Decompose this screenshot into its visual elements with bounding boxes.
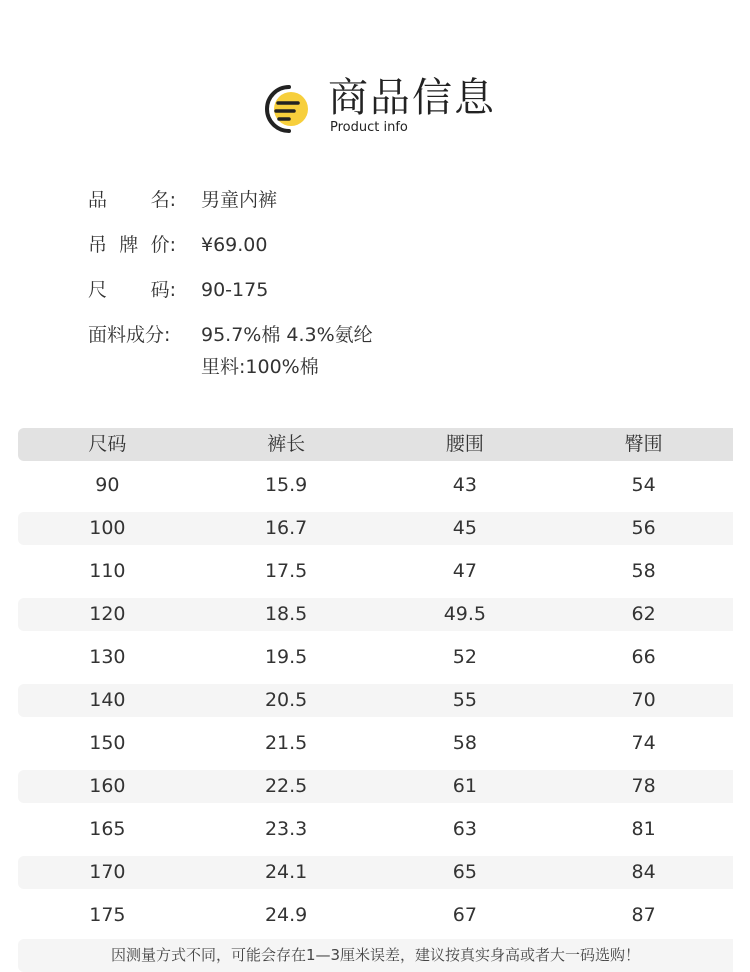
table-cell: 58 [631, 560, 656, 582]
table-cell: 22.5 [264, 775, 308, 797]
table-cell: 16.7 [264, 517, 308, 539]
table-cell: 18.5 [264, 603, 308, 625]
table-cell: 120 [89, 603, 126, 625]
table-cell: 150 [89, 732, 126, 754]
table-cell: 21.5 [264, 732, 308, 754]
document-icon [262, 84, 312, 134]
table-cell: 65 [452, 861, 477, 883]
table-cell: 47 [452, 560, 477, 582]
table-cell: 17.5 [264, 560, 308, 582]
size-table [18, 428, 733, 932]
info-row-size [88, 273, 688, 318]
table-cell: 58 [452, 732, 477, 754]
table-row [18, 770, 733, 803]
table-row [18, 598, 733, 631]
table-cell: 100 [89, 517, 126, 539]
table-cell: 84 [631, 861, 656, 883]
table-cell: 90 [95, 474, 120, 496]
info-value: ¥69.00 [201, 234, 268, 256]
page-title: 商品信息 [328, 75, 496, 121]
table-cell: 170 [89, 861, 126, 883]
table-cell: 15.9 [264, 474, 308, 496]
info-label: 吊 牌 价: [88, 234, 176, 256]
column-header: 腰围 [445, 433, 484, 455]
table-cell: 63 [452, 818, 477, 840]
table-cell: 52 [452, 646, 477, 668]
info-value: 男童内裤 [201, 189, 278, 211]
column-header: 臀围 [624, 433, 663, 455]
table-cell: 66 [631, 646, 656, 668]
table-cell: 130 [89, 646, 126, 668]
table-cell: 24.9 [264, 904, 308, 926]
table-body [18, 469, 733, 932]
product-info-list [88, 183, 688, 382]
table-row [18, 899, 733, 932]
table-cell: 81 [631, 818, 656, 840]
table-row [18, 512, 733, 545]
table-row [18, 555, 733, 588]
info-label: 尺 码: [88, 279, 176, 301]
page-subtitle: Product info [330, 120, 408, 135]
table-cell: 70 [631, 689, 656, 711]
table-header [18, 428, 733, 461]
table-row [18, 641, 733, 674]
table-cell: 165 [89, 818, 126, 840]
table-row [18, 813, 733, 846]
info-row-name [88, 183, 688, 228]
info-row-material [88, 318, 688, 382]
table-row [18, 469, 733, 502]
table-cell: 55 [452, 689, 477, 711]
table-cell: 160 [89, 775, 126, 797]
info-value: 95.7%棉 4.3%氨纶 里料:100%棉 [201, 324, 373, 378]
table-row [18, 684, 733, 717]
column-header: 裤长 [267, 433, 306, 455]
table-cell: 175 [89, 904, 126, 926]
table-row [18, 856, 733, 889]
table-cell: 87 [631, 904, 656, 926]
table-cell: 45 [452, 517, 477, 539]
table-cell: 62 [631, 603, 656, 625]
table-cell: 49.5 [443, 603, 487, 625]
table-cell: 43 [452, 474, 477, 496]
table-cell: 54 [631, 474, 656, 496]
info-label: 品 名: [88, 189, 176, 211]
table-cell: 20.5 [264, 689, 308, 711]
table-cell: 74 [631, 732, 656, 754]
measurement-note: 因测量方式不同，可能会存在1—3厘米误差，建议按真实身高或者大一码选购！ [18, 939, 733, 972]
table-cell: 110 [89, 560, 126, 582]
table-cell: 19.5 [264, 646, 308, 668]
table-cell: 56 [631, 517, 656, 539]
table-cell: 61 [452, 775, 477, 797]
table-cell: 67 [452, 904, 477, 926]
table-cell: 140 [89, 689, 126, 711]
table-cell: 24.1 [264, 861, 308, 883]
info-label: 面料成分: [88, 324, 171, 346]
table-cell: 23.3 [264, 818, 308, 840]
info-row-price [88, 228, 688, 273]
column-header: 尺码 [88, 433, 127, 455]
table-cell: 78 [631, 775, 656, 797]
product-info-header [262, 74, 522, 140]
table-row [18, 727, 733, 760]
info-value: 90-175 [201, 279, 269, 301]
